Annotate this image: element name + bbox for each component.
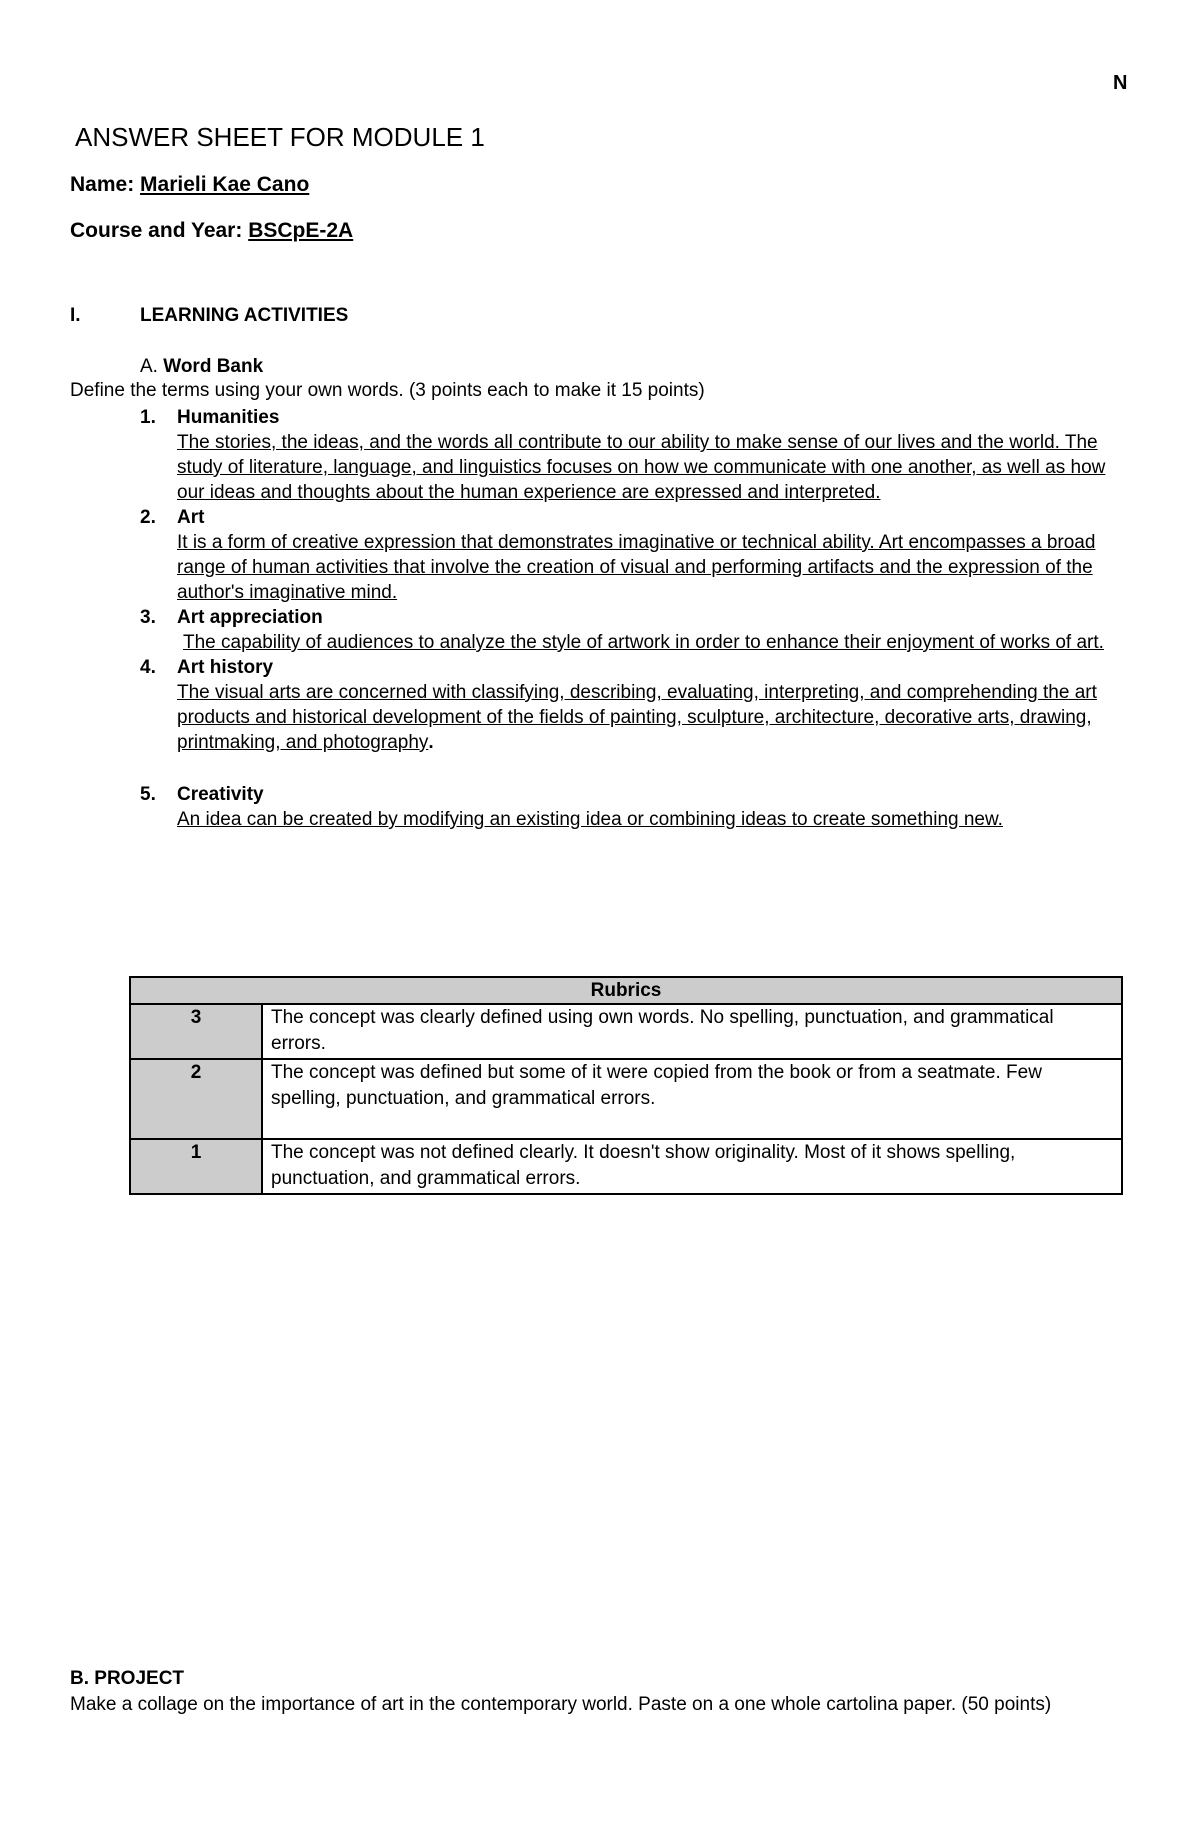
project-heading: B. PROJECT xyxy=(70,1668,185,1689)
section-title: LEARNING ACTIVITIES xyxy=(140,305,349,326)
term-name: Creativity xyxy=(177,784,264,805)
rubric-description: The concept was defined but some of it were copied from the book or from a seatmate. Few spelling, punctuation, and grammatical errors. xyxy=(262,1059,1122,1139)
subsection-heading xyxy=(140,356,263,378)
corner-mark: N xyxy=(1113,72,1128,94)
term-number: 2. xyxy=(140,507,156,528)
term-number: 1. xyxy=(140,407,156,428)
section-heading xyxy=(70,305,670,327)
page-title: ANSWER SHEET FOR MODULE 1 xyxy=(75,122,485,152)
project-instruction: Make a collage on the importance of art in the contemporary world. Paste on a one whole cartolina paper. (50 points) xyxy=(70,1694,1052,1715)
list-item xyxy=(140,605,1135,655)
term-definition: The capability of audiences to analyze the style of artwork in order to enhance their enjoyment of works of art. xyxy=(183,632,1104,653)
rubric-score: 2 xyxy=(130,1059,262,1139)
name-value: Marieli Kae Cano xyxy=(140,173,310,196)
course-label: Course and Year: xyxy=(70,219,243,242)
rubric-score: 1 xyxy=(130,1139,262,1194)
table-row xyxy=(130,1139,1122,1194)
term-definition: An idea can be created by modifying an existing idea or combining ideas to create something new. xyxy=(177,809,1003,830)
list-item xyxy=(140,782,1135,832)
term-name: Art xyxy=(177,507,205,528)
subsection-letter: A. xyxy=(140,356,158,377)
course-line xyxy=(70,219,353,243)
list-item xyxy=(140,505,1135,605)
name-line xyxy=(70,173,309,197)
term-name: Art appreciation xyxy=(177,607,323,628)
term-name: Humanities xyxy=(177,407,280,428)
term-number: 3. xyxy=(140,607,156,628)
section-number: I. xyxy=(70,305,81,326)
term-list xyxy=(140,405,1135,832)
rubric-score: 3 xyxy=(130,1004,262,1059)
course-value: BSCpE-2A xyxy=(248,219,354,242)
rubrics-table xyxy=(129,976,1123,1195)
rubrics-header-row xyxy=(130,977,1122,1004)
rubric-description: The concept was not defined clearly. It doesn't show originality. Most of it shows spelling, punctuation, and grammatical errors. xyxy=(262,1139,1122,1194)
term-definition: The visual arts are concerned with classifying, describing, evaluating, interpreting, and comprehending the art products and historical development of the fields of painting, sculpture, architecture, decorative arts, drawing, printmaking, and photography xyxy=(177,682,1097,753)
term-number: 5. xyxy=(140,784,156,805)
term-definition: It is a form of creative expression that demonstrates imaginative or technical ability. Art encompasses a broad range of human activities that involve the creation of visual and performing artifacts and the expression of the author's imaginative mind. xyxy=(177,532,1096,603)
subsection-title: Word Bank xyxy=(163,356,264,377)
term-definition-period: . xyxy=(428,732,434,753)
table-row xyxy=(130,1004,1122,1059)
list-item xyxy=(140,655,1135,755)
term-definition: The stories, the ideas, and the words all contribute to our ability to make sense of our lives and the world. The study of literature, language, and linguistics focuses on how we communicate with one another, as well as how our ideas and thoughts about the human experience are expressed and interpreted. xyxy=(177,432,1106,503)
term-definition-wrap xyxy=(177,680,1135,755)
term-number: 4. xyxy=(140,657,156,678)
rubrics-header: Rubrics xyxy=(130,977,1122,1004)
list-item xyxy=(140,405,1135,505)
table-row xyxy=(130,1059,1122,1139)
name-label: Name: xyxy=(70,173,135,196)
rubric-description: The concept was clearly defined using own words. No spelling, punctuation, and grammatical errors. xyxy=(262,1004,1122,1059)
term-name: Art history xyxy=(177,657,274,678)
instruction-text: Define the terms using your own words. (3 points each to make it 15 points) xyxy=(70,380,705,401)
